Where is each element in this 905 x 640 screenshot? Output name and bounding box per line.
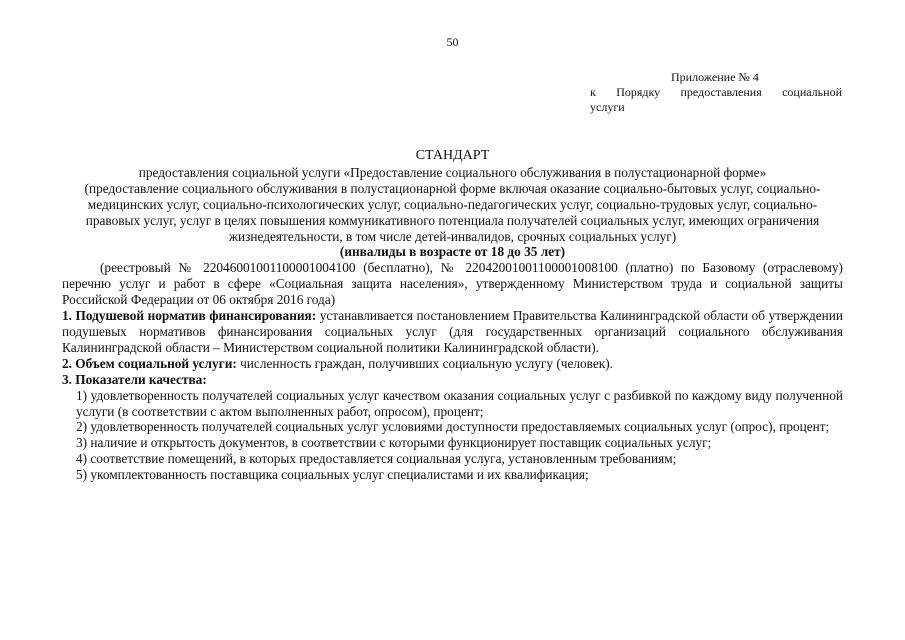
section-2-heading: 2. Объем социальной услуги: — [62, 355, 237, 371]
document-subtitle: предоставления социальной услуги «Предоставление социального обслуживания в полустационарной форме» — [138, 164, 767, 180]
quality-item-5: 5) укомплектованность поставщика социальных услуг специалистами и их квалификация; — [76, 467, 589, 483]
quality-item-4: 4) соответствие помещений, в которых предоставляется социальная услуга, установленным требованиям; — [76, 451, 677, 467]
appendix-line-1: Приложение № 4 — [671, 70, 759, 84]
appendix-line-3: услуги — [590, 100, 625, 114]
target-group: (инвалиды в возрасте от 18 до 35 лет) — [339, 244, 566, 260]
appendix-line-2: к Порядку предоставления социальной — [590, 85, 842, 99]
quality-item-1: 1) удовлетворенность получателей социальных услуг качеством оказания социальных услуг с разбивкой по каждому виду полученной услуги (в соответствии с актом выполненных работ, опросом), процент; — [76, 387, 843, 419]
section-1-text: устанавливается постановлением Правительства Калининградской области об утверждении подушевых нормативов финансирования социальных услуг (для государственных организаций социального обслуживания Калининградской области – Министерством социальной политики Калининградской области). — [62, 308, 843, 355]
document-body — [62, 148, 843, 483]
section-1-heading: 1. Подушевой норматив финансирования: — [62, 308, 317, 324]
section-2 — [62, 356, 843, 372]
section-1 — [62, 308, 843, 356]
document-description: (предоставление социального обслуживания в полустационарной форме включая оказание социально-бытовых услуг, социально-медицинских услуг, социально-психологических услуг, социально-педагогических услуг, социально-трудовых услуг, социально-правовых услуг, услуг в целях повышения коммуникативного потенциала получателей социальных услуг, имеющих ограничения жизнедеятельности, в том числе детей-инвалидов, срочных социальных услуг) — [84, 180, 821, 244]
document-title: СТАНДАРТ — [415, 148, 490, 163]
section-2-text: численность граждан, получивших социальную услугу (человек). — [236, 355, 613, 371]
appendix-block — [590, 70, 842, 115]
registry-paragraph: (реестровый № 22046001001100001004100 (бесплатно), № 22042001001100001008100 (платно) по Базовому (отраслевому) перечню услуг и работ в сфере «Социальная защита населения», утвержденному Министерством труда и социальной защиты Российской Федерации от 06 октября 2016 года) — [62, 260, 843, 308]
quality-item-3: 3) наличие и открытость документов, в соответствии с которыми функционирует поставщик социальных услуг; — [76, 435, 712, 451]
page-number: 50 — [446, 35, 459, 49]
quality-item-2: 2) удовлетворенность получателей социальных услуг условиями доступности предоставляемых социальных услуг (опрос), процент; — [76, 419, 830, 435]
section-3-heading: 3. Показатели качества: — [62, 371, 207, 387]
